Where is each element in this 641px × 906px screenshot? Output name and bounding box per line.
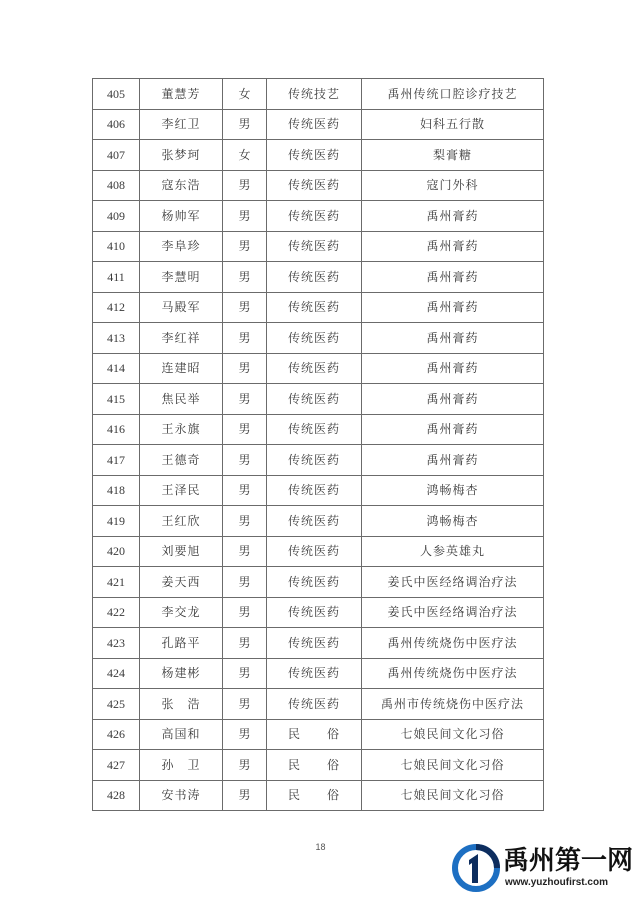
inheritor-sex: 男 (223, 658, 267, 689)
row-number: 426 (93, 719, 140, 750)
table-row (93, 506, 544, 537)
inheritor-sex: 男 (223, 780, 267, 811)
heritage-category: 传统技艺 (267, 79, 362, 110)
row-number: 415 (93, 384, 140, 415)
row-number: 414 (93, 353, 140, 384)
heritage-item: 禹州传统烧伤中医疗法 (362, 658, 544, 689)
heritage-item: 禹州膏药 (362, 231, 544, 262)
heritage-category: 传统医药 (267, 536, 362, 567)
table-row (93, 292, 544, 323)
inheritor-sex: 男 (223, 231, 267, 262)
heritage-category: 传统医药 (267, 414, 362, 445)
table-row (93, 201, 544, 232)
inheritor-name: 董慧芳 (140, 79, 223, 110)
inheritor-name: 李红祥 (140, 323, 223, 354)
inheritor-sex: 男 (223, 262, 267, 293)
row-number: 425 (93, 689, 140, 720)
heritage-category: 传统医药 (267, 353, 362, 384)
inheritor-name: 李阜珍 (140, 231, 223, 262)
inheritor-sex: 男 (223, 292, 267, 323)
table-row (93, 262, 544, 293)
inheritor-sex: 男 (223, 384, 267, 415)
row-number: 409 (93, 201, 140, 232)
inheritor-name: 王泽民 (140, 475, 223, 506)
heritage-item: 禹州膏药 (362, 414, 544, 445)
heritage-category: 传统医药 (267, 292, 362, 323)
inheritor-name: 孔路平 (140, 628, 223, 659)
heritage-item: 姜氏中医经络调治疗法 (362, 597, 544, 628)
heritage-category: 传统医药 (267, 384, 362, 415)
row-number: 427 (93, 750, 140, 781)
inheritor-sex: 男 (223, 719, 267, 750)
table-row (93, 750, 544, 781)
inheritor-name: 李慧明 (140, 262, 223, 293)
row-number: 412 (93, 292, 140, 323)
inheritor-sex: 男 (223, 750, 267, 781)
inheritor-sex: 男 (223, 445, 267, 476)
inheritor-name: 王永旗 (140, 414, 223, 445)
inheritor-name: 王德奇 (140, 445, 223, 476)
inheritor-sex: 男 (223, 201, 267, 232)
site-watermark (451, 843, 634, 895)
row-number: 423 (93, 628, 140, 659)
table-row (93, 628, 544, 659)
inheritor-name: 杨建彬 (140, 658, 223, 689)
inheritor-name: 杨帅军 (140, 201, 223, 232)
row-number: 421 (93, 567, 140, 598)
heritage-item: 禹州膏药 (362, 384, 544, 415)
inheritor-sex: 男 (223, 414, 267, 445)
row-number: 406 (93, 109, 140, 140)
heritage-item: 鸿畅梅杏 (362, 475, 544, 506)
inheritor-sex: 男 (223, 597, 267, 628)
table-row (93, 475, 544, 506)
heritage-item: 禹州膏药 (362, 292, 544, 323)
inheritor-sex: 男 (223, 628, 267, 659)
table-row (93, 719, 544, 750)
heritage-category: 传统医药 (267, 475, 362, 506)
row-number: 422 (93, 597, 140, 628)
row-number: 420 (93, 536, 140, 567)
inheritor-sex: 男 (223, 536, 267, 567)
row-number: 424 (93, 658, 140, 689)
table-row (93, 353, 544, 384)
table-row (93, 689, 544, 720)
inheritor-sex: 男 (223, 353, 267, 384)
heritage-category: 传统医药 (267, 170, 362, 201)
inheritor-sex: 男 (223, 475, 267, 506)
inheritor-sex: 女 (223, 140, 267, 171)
heritage-item: 鸿畅梅杏 (362, 506, 544, 537)
heritage-item: 禹州传统烧伤中医疗法 (362, 628, 544, 659)
inheritor-name: 李交龙 (140, 597, 223, 628)
inheritor-sex: 男 (223, 323, 267, 354)
heritage-category: 传统医药 (267, 109, 362, 140)
watermark-site-url: www.yuzhoufirst.com (505, 877, 608, 888)
heritage-category: 传统医药 (267, 567, 362, 598)
inheritor-name: 刘要旭 (140, 536, 223, 567)
heritage-item: 禹州膏药 (362, 262, 544, 293)
heritage-item: 妇科五行散 (362, 109, 544, 140)
heritage-item: 禹州膏药 (362, 201, 544, 232)
heritage-item: 七娘民间文化习俗 (362, 719, 544, 750)
page-number: 18 (315, 842, 326, 852)
table-row (93, 658, 544, 689)
inheritor-sex: 男 (223, 689, 267, 720)
heritage-category: 传统医药 (267, 323, 362, 354)
heritage-category: 传统医药 (267, 689, 362, 720)
table-row (93, 384, 544, 415)
row-number: 405 (93, 79, 140, 110)
heritage-category: 民 俗 (267, 780, 362, 811)
heritage-item: 七娘民间文化习俗 (362, 780, 544, 811)
inheritor-name: 孙 卫 (140, 750, 223, 781)
inheritor-sex: 男 (223, 567, 267, 598)
row-number: 428 (93, 780, 140, 811)
heritage-category: 传统医药 (267, 231, 362, 262)
inheritor-name: 高国和 (140, 719, 223, 750)
row-number: 419 (93, 506, 140, 537)
table-row (93, 445, 544, 476)
heritage-category: 民 俗 (267, 719, 362, 750)
inheritor-sex: 男 (223, 109, 267, 140)
inheritor-table (92, 78, 544, 811)
heritage-category: 传统医药 (267, 262, 362, 293)
heritage-item: 禹州市传统烧伤中医疗法 (362, 689, 544, 720)
heritage-item: 禹州膏药 (362, 323, 544, 354)
table-row (93, 780, 544, 811)
heritage-category: 传统医药 (267, 658, 362, 689)
table-row (93, 567, 544, 598)
heritage-item: 禹州膏药 (362, 445, 544, 476)
row-number: 416 (93, 414, 140, 445)
row-number: 408 (93, 170, 140, 201)
heritage-category: 传统医药 (267, 140, 362, 171)
table-row (93, 109, 544, 140)
row-number: 410 (93, 231, 140, 262)
row-number: 407 (93, 140, 140, 171)
table-row (93, 414, 544, 445)
heritage-category: 传统医药 (267, 597, 362, 628)
table-row (93, 170, 544, 201)
heritage-category: 传统医药 (267, 445, 362, 476)
table-row (93, 536, 544, 567)
table-row (93, 323, 544, 354)
inheritor-sex: 男 (223, 170, 267, 201)
table-row (93, 140, 544, 171)
inheritor-name: 连建昭 (140, 353, 223, 384)
row-number: 413 (93, 323, 140, 354)
inheritor-sex: 女 (223, 79, 267, 110)
heritage-category: 传统医药 (267, 628, 362, 659)
table-row (93, 231, 544, 262)
yuzhoufirst-logo-icon (451, 843, 501, 893)
heritage-item: 寇门外科 (362, 170, 544, 201)
inheritor-name: 寇东浩 (140, 170, 223, 201)
heritage-item: 姜氏中医经络调治疗法 (362, 567, 544, 598)
inheritor-name: 安书涛 (140, 780, 223, 811)
heritage-item: 禹州传统口腔诊疗技艺 (362, 79, 544, 110)
heritage-item: 梨膏糖 (362, 140, 544, 171)
inheritor-name: 张 浩 (140, 689, 223, 720)
heritage-item: 七娘民间文化习俗 (362, 750, 544, 781)
inheritor-sex: 男 (223, 506, 267, 537)
inheritor-name: 马殿军 (140, 292, 223, 323)
heritage-category: 民 俗 (267, 750, 362, 781)
table-row (93, 79, 544, 110)
row-number: 411 (93, 262, 140, 293)
inheritor-name: 王红欣 (140, 506, 223, 537)
heritage-item: 人参英雄丸 (362, 536, 544, 567)
inheritor-name: 姜天西 (140, 567, 223, 598)
heritage-item: 禹州膏药 (362, 353, 544, 384)
table-row (93, 597, 544, 628)
inheritor-name: 焦民举 (140, 384, 223, 415)
heritage-category: 传统医药 (267, 506, 362, 537)
row-number: 417 (93, 445, 140, 476)
watermark-site-name: 禹州第一网 (503, 846, 634, 876)
inheritor-name: 张梦珂 (140, 140, 223, 171)
inheritor-table-body (93, 79, 544, 811)
row-number: 418 (93, 475, 140, 506)
heritage-category: 传统医药 (267, 201, 362, 232)
inheritor-name: 李红卫 (140, 109, 223, 140)
